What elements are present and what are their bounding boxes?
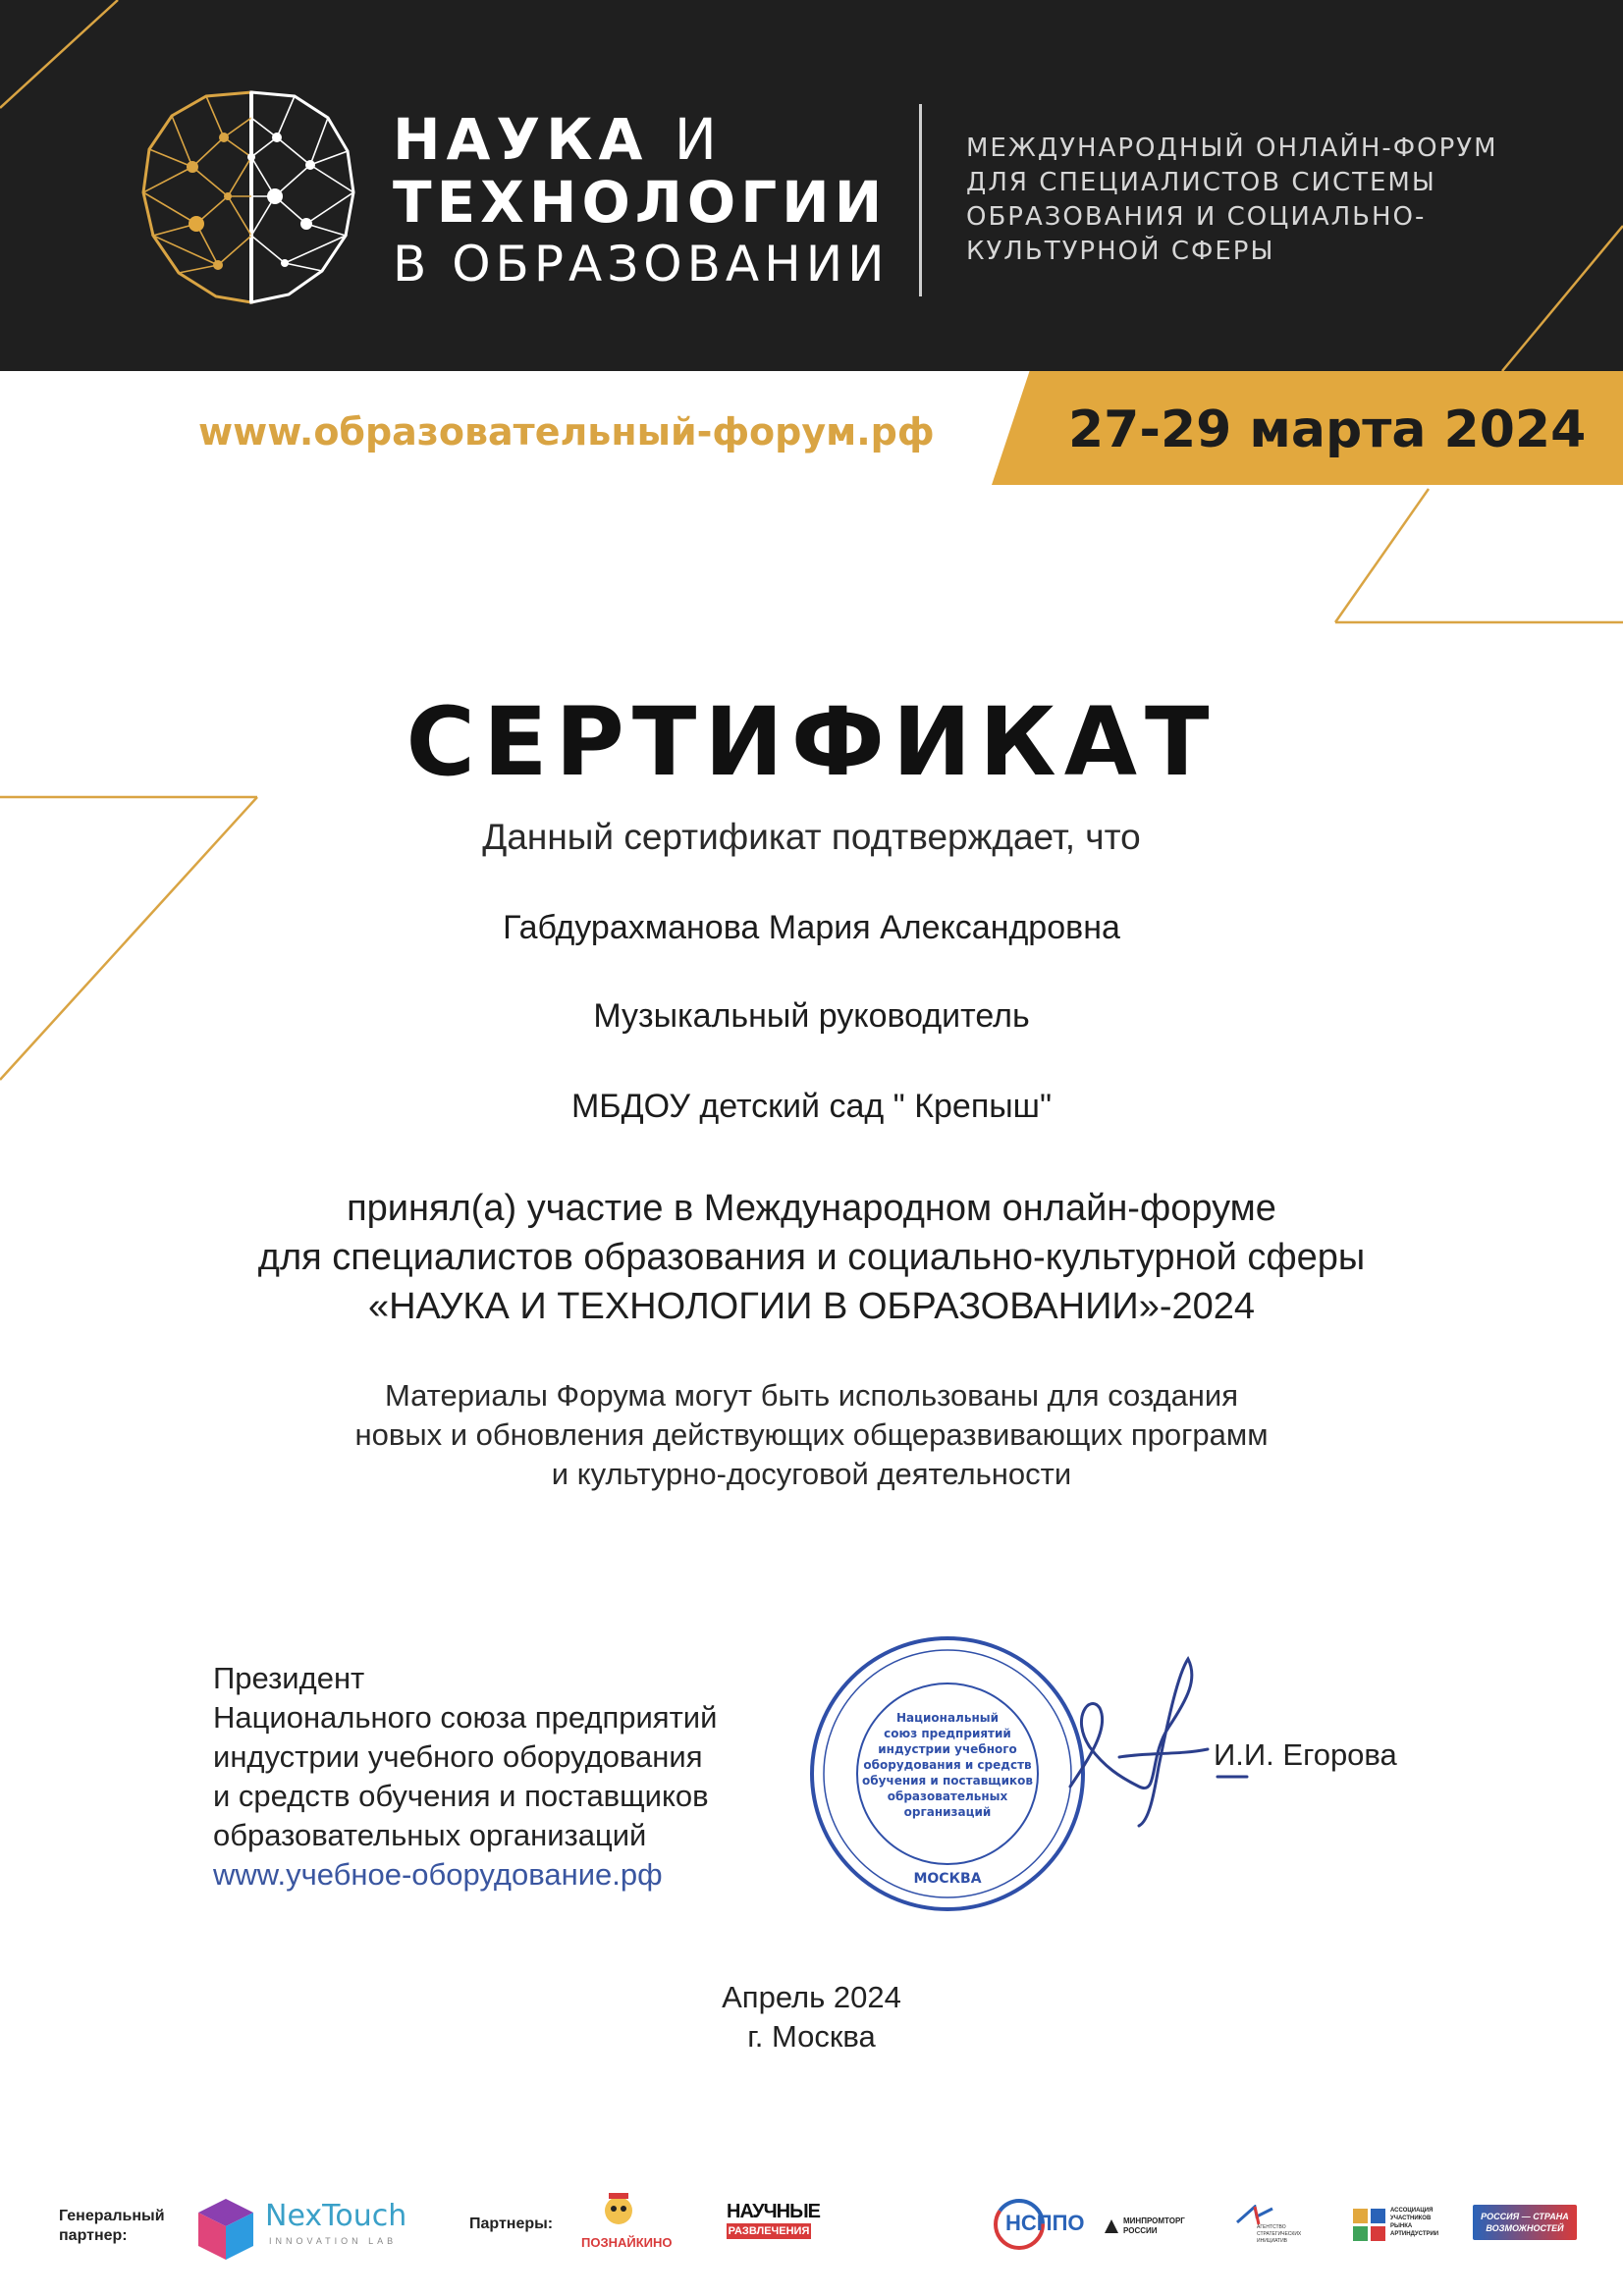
asi-text: АГЕНТСТВО СТРАТЕГИЧЕСКИХ ИНИЦИАТИВ [1257,2224,1302,2244]
nauchnye-text: НАУЧНЫЕ [727,2201,820,2222]
forum-dates: 27-29 марта 2024 [1068,400,1587,459]
materials-line: новых и обновления действующих общеразвивающих программ [354,1417,1269,1452]
nextouch-logo[interactable] [194,2193,410,2266]
participation-statement [0,1184,1623,1331]
participation-line: для специалистов образования и социально-культурной сферы [257,1237,1366,1278]
forum-website-link[interactable]: www.образовательный-форум.рф [198,410,935,454]
signer-title-line: и средств обучения и поставщиков [213,1779,709,1813]
official-stamp [805,1631,1090,1916]
participation-line: принял(а) участие в Международном онлайн-форуме [347,1188,1276,1229]
logo-title-line2: ТЕХНОЛОГИИ [393,169,888,236]
participant-organization: МБДОУ детский сад " Крепыш" [570,1088,1053,1125]
general-partner-label-line: партнер: [59,2227,128,2244]
poznaykino-text: ПОЗНАЙКИНО [581,2235,673,2250]
forum-description-line: КУЛЬТУРНОЙ СФЕРЫ [966,237,1275,266]
stamp-text: образовательных [887,1789,1008,1803]
poznaykino-logo[interactable] [581,2191,673,2252]
stamp-text: Национальный [895,1711,1000,1725]
logo-title-line1: НАУКА И [393,106,724,173]
signer-title [213,1659,717,1895]
signer-name: И.И. Егорова [1214,1737,1397,1772]
stamp-text: оборудования и средств [863,1758,1032,1772]
razvlecheniya-text: РАЗВЛЕЧЕНИЯ [728,2225,810,2237]
signer-website-link[interactable]: www.учебное-оборудование.рф [213,1857,663,1892]
signer-title-line: Национального союза предприятий [213,1700,718,1735]
confirmation-text: Данный сертификат подтверждает, что [482,817,1141,857]
nextouch-sub: INNOVATION LAB [269,2236,398,2246]
certificate-title: СЕРТИФИКАТ [406,687,1217,797]
materials-note [0,1376,1623,1494]
issue-date: Апрель 2024 [722,1980,901,2014]
stamp-city: МОСКВА [913,1871,982,1887]
issue-info [0,1978,1623,2056]
russia-opportunities-text: РОССИЯ — СТРАНА ВОЗМОЖНОСТЕЙ [1473,2205,1577,2240]
general-partner-label [59,2207,165,2246]
artindustry-association-logo[interactable] [1353,2205,1443,2248]
asi-swoosh-icon [1235,2205,1274,2226]
artindustry-grid-icon [1353,2209,1386,2242]
nauchnye-razvlecheniya-logo[interactable] [727,2201,820,2250]
forum-description-line: ДЛЯ СПЕЦИАЛИСТОВ СИСТЕМЫ [966,168,1436,197]
signer-title-line: Президент [213,1661,365,1695]
header-divider [919,104,922,296]
minpromtorg-text: МИНПРОМТОРГ РОССИИ [1123,2216,1185,2235]
minpromtorg-logo[interactable] [1104,2215,1219,2244]
forum-description [966,132,1516,269]
participant-position: Музыкальный руководитель [593,997,1030,1035]
forum-description-line: МЕЖДУНАРОДНЫЙ ОНЛАЙН-ФОРУМ [966,133,1498,163]
materials-line: и культурно-досуговой деятельности [551,1457,1072,1491]
signer-title-line: индустрии учебного оборудования [213,1739,703,1774]
asi-logo[interactable] [1235,2205,1320,2248]
forum-description-line: ОБРАЗОВАНИЯ И СОЦИАЛЬНО- [966,202,1427,232]
partners-label: Партнеры: [469,2216,554,2232]
stamp-text: индустрии учебного [878,1742,1017,1756]
nsppo-logo[interactable] [992,2197,1085,2252]
participation-line: «НАУКА И ТЕХНОЛОГИИ В ОБРАЗОВАНИИ»-2024 [367,1286,1256,1327]
nextouch-name: NexTouch [265,2199,407,2233]
cube-icon [194,2195,257,2264]
signer-title-line: образовательных организаций [213,1818,647,1852]
stamp-text: организаций [903,1805,992,1819]
mascot-icon [581,2191,656,2230]
russia-opportunities-logo[interactable] [1473,2205,1577,2246]
nsppo-text: НСППО [1005,2211,1085,2235]
participant-name: Габдурахманова Мария Александровна [503,909,1120,946]
logo-title-line3: В ОБРАЗОВАНИИ [393,236,890,293]
materials-line: Материалы Форума могут быть использованы для создания [384,1378,1239,1413]
issue-city: г. Москва [747,2019,876,2054]
stamp-text: обучения и поставщиков [862,1774,1033,1788]
stamp-text: союз предприятий [884,1727,1011,1740]
artindustry-text: АССОЦИАЦИЯ УЧАСТНИКОВ РЫНКА АРТИНДУСТРИИ [1390,2208,1439,2237]
general-partner-label-line: Генеральный [59,2208,165,2224]
triangle-icon [1104,2218,1119,2234]
